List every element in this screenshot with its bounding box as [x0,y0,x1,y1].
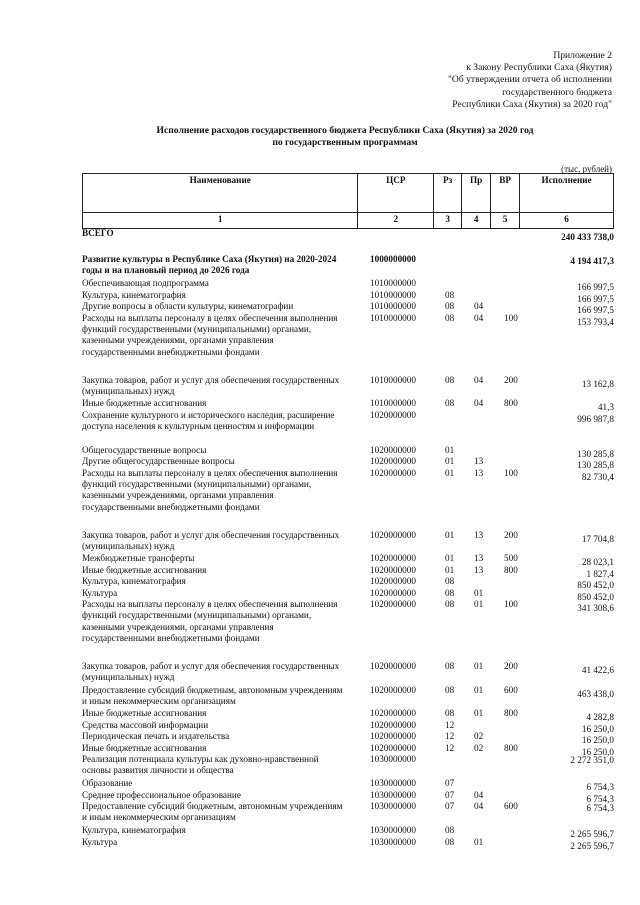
row-name: Межбюджетные трансферты [82,553,195,563]
row-value: 463 438,0 [577,688,614,699]
row-value: 6 754,3 [586,793,614,804]
row-rz: 08 [445,708,455,718]
row-csr: 1020000000 [370,684,416,695]
table-body [82,228,614,851]
row-pr: 01 [474,599,484,609]
table-row [82,445,614,457]
row-csr: 1010000000 [370,312,416,323]
row-csr: 1020000000 [370,409,416,420]
row-pr: 04 [474,801,484,811]
row-name: Развитие культуры в Республике Саха (Якутия) на 2020-2024 годы и на плановый период до 2026 года [82,254,337,276]
row-pr: 01 [474,708,484,718]
row-rz: 01 [445,553,455,563]
row-csr: 1030000000 [370,778,416,788]
row-csr: 1010000000 [370,398,416,408]
table-row [82,375,614,399]
row-value: 2 272 351,0 [570,755,614,765]
table-row [82,778,614,790]
table-row [82,254,614,278]
row-value: 850 452,0 [577,580,614,590]
row-csr: 1020000000 [370,661,416,671]
row-name: Расходы на выплаты персоналу в целях обеспечения выполнения функций государственными (муниципальными) органами, казенными учреждениями, органами управления государственными внебюджетными фондами [82,312,338,357]
document-title [0,125,640,149]
row-csr: 1010000000 [370,278,416,288]
row-vr: 100 [504,312,518,323]
row-name: Закупка товаров, работ и услуг для обеспечения государственных (муниципальных) нужд [82,374,340,396]
row-name: Предоставление субсидий бюджетным, автономным учреждениям и иным некоммерческим организациям [82,684,343,706]
row-value: 4 282,8 [586,712,614,722]
row-vr: 800 [504,742,518,753]
row-rz: 07 [445,778,455,788]
document-title-line-1: Исполнение расходов государственного бюджета Республики Саха (Якутия) за 2020 год [156,125,534,136]
column-number: 6 [520,213,614,229]
header-name: Наименование [83,174,358,213]
row-pr: 01 [474,836,484,847]
row-csr: 1030000000 [370,801,416,811]
row-value: 2 265 596,7 [570,840,614,851]
table-row [82,576,614,588]
row-vr: 100 [504,599,518,609]
row-vr: 200 [504,374,518,385]
row-rz: 12 [445,742,455,753]
row-rz: 01 [445,456,455,466]
row-name: Сохранение культурного и исторического наследия, расширение доступа населения к культурным ценностям и информации [82,409,335,431]
table-row [82,468,614,530]
appendix-line: Республики Саха (Якутия) за 2020 год" [452,98,612,110]
row-csr: 1020000000 [370,576,416,586]
row-name: Культура [82,836,118,847]
row-value: 16 250,0 [581,723,614,734]
row-value: 41,3 [597,402,614,412]
column-number: 2 [358,213,434,229]
row-vr: 200 [504,661,518,671]
header-pr: Пр [462,174,491,213]
table-row [82,565,614,577]
row-csr: 1020000000 [370,731,416,741]
row-name: Общегосударственные вопросы [82,444,207,455]
row-value: 166 997,5 [577,305,614,315]
row-rz: 08 [445,587,455,598]
row-pr: 01 [474,661,484,671]
row-csr: 1020000000 [370,529,416,540]
row-value: 240 433 738,0 [561,232,614,242]
table-row [82,685,614,709]
row-pr: 02 [474,742,484,753]
header-csr: ЦСР [358,174,434,213]
row-vr: 500 [504,553,518,563]
row-csr: 1020000000 [370,444,416,455]
row-rz: 07 [445,801,455,811]
document-title-line-2: по государственным программам [272,137,418,148]
row-value: 130 285,8 [577,460,614,470]
row-rz: 08 [445,661,455,671]
row-pr: 04 [474,398,484,408]
table-row [82,801,614,825]
row-csr: 1020000000 [370,599,416,609]
row-name: Средства массовой информации [82,719,209,730]
row-value: 130 285,8 [577,448,614,459]
row-rz: 01 [445,529,455,540]
table-row [82,754,614,778]
row-value: 1 827,4 [586,568,614,579]
row-value: 28 023,1 [581,557,614,567]
row-vr: 600 [504,801,518,811]
row-rz: 08 [445,301,455,311]
header-rz: Рз [434,174,462,213]
column-number: 4 [462,213,491,229]
column-number: 1 [83,213,358,229]
row-csr: 1010000000 [370,374,416,385]
row-rz: 01 [445,564,455,575]
table-row [82,290,614,302]
row-pr: 02 [474,731,484,741]
row-name: Культура [82,587,118,598]
row-csr: 1020000000 [370,742,416,753]
row-rz: 12 [445,719,455,730]
row-name: ВСЕГО [82,228,114,238]
row-name: Периодическая печать и издательства [82,731,230,741]
row-name: Предоставление субсидий бюджетным, автономным учреждениям и иным некоммерческим организациям [82,801,343,823]
row-name: Иные бюджетные ассигнования [82,708,207,718]
row-value: 82 730,4 [581,471,614,482]
row-value: 6 754,3 [586,803,614,813]
table-row [82,790,614,802]
table-row [82,553,614,565]
appendix-line: "Об утверждении отчета об исполнении [448,74,612,86]
row-csr: 1030000000 [370,754,416,764]
row-name: Культура, кинематография [82,576,186,586]
row-name: Иные бюджетные ассигнования [82,742,207,753]
row-value: 6 754,3 [586,782,614,792]
row-name: Иные бюджетные ассигнования [82,398,207,408]
row-csr: 1020000000 [370,467,416,478]
row-pr: 13 [474,467,484,478]
header-vr: ВР [491,174,520,213]
row-name: Образование [82,778,133,788]
row-rz: 08 [445,576,455,586]
row-csr: 1000000000 [370,254,416,264]
table-header [82,173,614,229]
row-rz: 08 [445,374,455,385]
row-value: 16 250,0 [581,746,614,757]
row-csr: 1010000000 [370,301,416,311]
row-rz: 08 [445,398,455,408]
row-value: 13 162,8 [581,378,614,389]
row-name: Закупка товаров, работ и услуг для обеспечения государственных (муниципальных) нужд [82,661,340,683]
row-name: Иные бюджетные ассигнования [82,564,207,575]
row-value: 4 194 417,3 [570,256,614,266]
row-rz: 12 [445,731,455,741]
row-pr: 04 [474,374,484,385]
row-name: Другие общегосударственные вопросы [82,456,235,466]
row-rz: 01 [445,467,455,478]
row-value: 41 422,6 [581,665,614,675]
row-vr: 800 [504,708,518,718]
table-row [82,530,614,554]
row-csr: 1020000000 [370,564,416,575]
column-number: 3 [434,213,462,229]
row-name: Закупка товаров, работ и услуг для обеспечения государственных (муниципальных) нужд [82,529,340,551]
appendix-line: к Закону Республики Саха (Якутия) [466,62,612,74]
row-name: Расходы на выплаты персоналу в целях обеспечения выполнения функций государственными (муниципальными) органами, казенными учреждениями, органами управления государственными внебюджетными фондами [82,467,338,512]
row-pr: 13 [474,564,484,575]
row-value: 850 452,0 [577,591,614,602]
row-pr: 13 [474,553,484,563]
row-csr: 1020000000 [370,708,416,718]
row-name: Расходы на выплаты персоналу в целях обеспечения выполнения функций государственными (муниципальными) органами, казенными учреждениями, органами управления государственными внебюджетными фондами [82,599,338,644]
table-row [82,837,614,849]
row-pr: 01 [474,684,484,695]
row-vr: 200 [504,529,518,540]
row-rz: 08 [445,836,455,847]
row-name: Культура, кинематография [82,289,186,300]
column-number: 5 [491,213,520,229]
table-row [82,398,614,410]
row-pr: 13 [474,529,484,540]
row-vr: 600 [504,684,518,695]
table-row [82,588,614,600]
units-note: (тыс. рублей) [561,164,612,174]
table-row [82,743,614,755]
row-pr: 04 [474,301,484,311]
row-csr: 1020000000 [370,553,416,563]
row-value: 996 987,8 [577,413,614,424]
table-row [82,313,614,375]
row-vr: 800 [504,564,518,575]
row-name: Среднее профессиональное образование [82,789,241,800]
row-value: 153 793,4 [577,316,614,327]
table-row [82,720,614,732]
row-vr: 800 [504,398,518,408]
table-row [82,708,614,720]
row-value: 166 997,5 [577,282,614,292]
row-csr: 1020000000 [370,719,416,730]
table-row [82,228,614,254]
row-rz: 08 [445,684,455,695]
row-name: Культура, кинематография [82,825,186,835]
row-vr: 100 [504,467,518,478]
row-csr: 1010000000 [370,289,416,300]
row-rz: 08 [445,825,455,835]
row-rz: 08 [445,599,455,609]
row-pr: 04 [474,789,484,800]
table-row [82,456,614,468]
row-value: 17 704,8 [581,533,614,544]
row-csr: 1030000000 [370,825,416,835]
table-row [82,410,614,445]
row-rz: 08 [445,289,455,300]
table-row [82,301,614,313]
table-row [82,661,614,685]
row-csr: 1020000000 [370,456,416,466]
row-value: 166 997,5 [577,293,614,304]
appendix-line: государственного бюджета [502,86,612,98]
row-rz: 07 [445,789,455,800]
row-pr: 13 [474,456,484,466]
row-value: 341 308,6 [577,603,614,613]
row-csr: 1030000000 [370,789,416,800]
table-row [82,731,614,743]
row-value: 2 265 596,7 [570,829,614,839]
row-pr: 04 [474,312,484,323]
row-name: Обеспечивающая подпрограмма [82,278,209,288]
row-pr: 01 [474,587,484,598]
table-row [82,599,614,661]
appendix-block [448,50,612,111]
row-csr: 1030000000 [370,836,416,847]
row-rz: 08 [445,312,455,323]
row-value: 16 250,0 [581,735,614,745]
row-rz: 01 [445,444,455,455]
row-name: Реализация потенциала культуры как духовно-нравственной основы развития личности и общества [82,754,319,776]
header-execution: Исполнение [520,174,614,213]
row-name: Другие вопросы в области культуры, кинематографии [82,301,294,311]
appendix-line: Приложение 2 [553,50,612,61]
table-row [82,278,614,290]
row-csr: 1020000000 [370,587,416,598]
table-row [82,825,614,837]
